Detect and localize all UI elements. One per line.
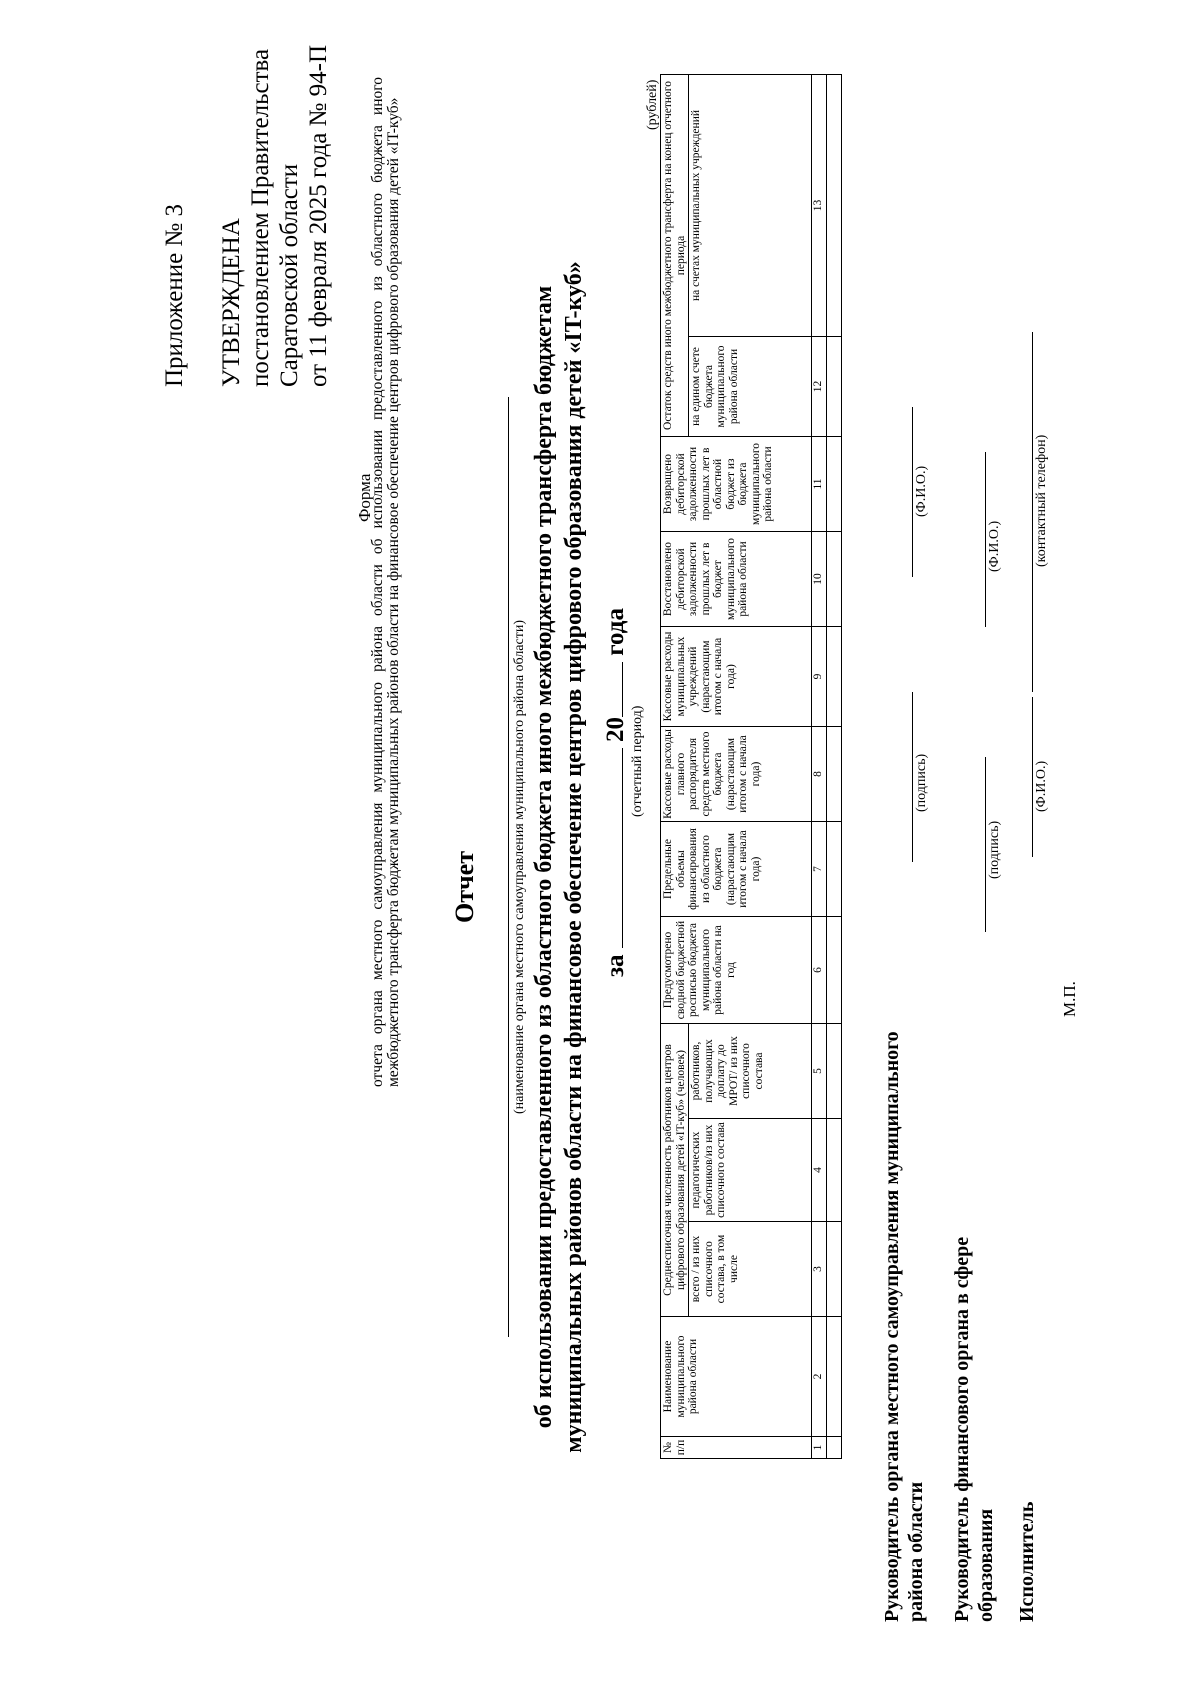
period-suffix: года bbox=[602, 608, 629, 656]
form-description: отчета органа местного самоуправления муниципального района области об использовании предоставленного из областного бюджета иного межбюджетного трансферта бюджетам муниципальных районов области на финансовое обеспечение центров цифрового образования детей «IT-куб» bbox=[369, 77, 402, 1087]
col-num: 7 bbox=[812, 822, 827, 917]
executor-phone-line bbox=[1032, 332, 1033, 692]
col-num: 9 bbox=[812, 627, 827, 727]
approval-line-2: Саратовской области bbox=[276, 163, 303, 387]
head-finance-fio-caption: (Ф.И.О.) bbox=[987, 520, 1002, 572]
period-prefix: за bbox=[602, 954, 629, 977]
period-year-blank bbox=[600, 662, 623, 717]
header-cash-inst: Кассовые расходы муниципальных учреждений (нарастающим итогом с начала года) bbox=[661, 627, 812, 727]
head-local-fio-line bbox=[912, 407, 913, 577]
period-year-prefix: 20 bbox=[602, 716, 629, 742]
stamp-label: М.П. bbox=[1060, 981, 1079, 1017]
org-name-line bbox=[508, 397, 509, 1337]
header-cash-main: Кассовые расходы главного распорядителя средств местного бюджета (нарастающим итогом с начала года) bbox=[661, 727, 812, 822]
head-finance-signature-line bbox=[985, 757, 986, 932]
col-num: 2 bbox=[812, 1317, 827, 1437]
col-num: 13 bbox=[812, 75, 827, 337]
executor-fio-line bbox=[1032, 697, 1033, 857]
col-num: 4 bbox=[812, 1119, 827, 1222]
header-headcount-total: всего / из них списочного состава, в том числе bbox=[689, 1222, 812, 1317]
head-finance-label: Руководитель финансового органа в сфере образования bbox=[951, 1236, 997, 1622]
col-num: 11 bbox=[812, 437, 827, 532]
header-returned: Возвращено дебиторской задолженности прошлых лет в областной бюджет из бюджета муниципального района области bbox=[661, 437, 812, 532]
head-local-signature-line bbox=[912, 692, 913, 862]
col-num: 12 bbox=[812, 337, 827, 437]
col-num: 8 bbox=[812, 727, 827, 822]
report-subtitle-line-2: муниципальных районов области на финансовое обеспечение центров цифрового образования детей «IT-куб» bbox=[561, 261, 587, 1453]
col-num: 6 bbox=[812, 917, 827, 1024]
executor-fio-caption: (Ф.И.О.) bbox=[1034, 760, 1049, 812]
appendix-number: Приложение № 3 bbox=[161, 203, 188, 387]
head-local-fio-caption: (Ф.И.О.) bbox=[914, 465, 929, 517]
executor-phone-caption: (контактный телефон) bbox=[1034, 434, 1049, 567]
report-title: Отчет bbox=[450, 851, 479, 923]
head-local-label: Руководитель органа местного самоуправления муниципального района области bbox=[881, 1031, 927, 1622]
header-limits: Предельные объемы финансирования из областного бюджета (нарастающим итогом с начала года) bbox=[661, 822, 812, 917]
approval-line-1: постановлением Правительства bbox=[247, 48, 274, 387]
header-balance-group: Остаток средств иного межбюджетного трансферта на конец отчетного периода bbox=[661, 75, 689, 437]
header-district: Наименование муниципального района области bbox=[661, 1317, 812, 1437]
period-caption: (отчетный период) bbox=[630, 705, 645, 817]
report-table bbox=[660, 74, 842, 1459]
header-headcount-group: Среднесписочная численность работников центров цифрового образования детей «IT-куб» (человек) bbox=[661, 1024, 689, 1317]
header-headcount-mrot: работников, получающих доплату до МРОТ/ из них списочного состава bbox=[689, 1024, 812, 1119]
table-header-row-1 bbox=[661, 75, 689, 1459]
head-local-signature-caption: (подпись) bbox=[914, 753, 929, 812]
header-planned: Предусмотрено сводной бюджетной росписью бюджета муниципального района области на год bbox=[661, 917, 812, 1024]
col-num: 3 bbox=[812, 1222, 827, 1317]
org-caption: (наименование органа местного самоуправления муниципального района области) bbox=[512, 619, 527, 1115]
approval-block bbox=[160, 7, 333, 387]
column-numbers-row bbox=[812, 75, 827, 1459]
unit-label: (рублей) bbox=[645, 79, 660, 130]
col-num: 10 bbox=[812, 532, 827, 627]
header-restored: Восстановлено дебиторской задолженности прошлых лет в бюджет муниципального района области bbox=[661, 532, 812, 627]
col-num: 1 bbox=[812, 1437, 827, 1459]
approval-line-3: от 11 февраля 2025 года № 94-П bbox=[305, 44, 332, 387]
header-headcount-teachers: педагогических работников/из них списочного состава bbox=[689, 1119, 812, 1222]
header-balance-single: на едином счете бюджета муниципального района области bbox=[689, 337, 812, 437]
approved-label: УТВЕРЖДЕНА bbox=[218, 218, 245, 387]
header-num: № п/п bbox=[661, 1437, 812, 1459]
table-row-empty bbox=[827, 75, 842, 1459]
header-balance-inst: на счетах муниципальных учреждений bbox=[689, 75, 812, 337]
form-label: Форма bbox=[355, 473, 374, 522]
period-blank bbox=[600, 748, 623, 948]
period-row bbox=[600, 608, 630, 977]
head-finance-fio-line bbox=[985, 452, 986, 627]
report-subtitle-line-1: об использовании предоставленного из областного бюджета иного межбюджетного трансферта бюджетам bbox=[531, 285, 557, 1429]
head-finance-signature-caption: (подпись) bbox=[987, 820, 1002, 879]
executor-label: Исполнитель bbox=[1016, 1501, 1038, 1622]
col-num: 5 bbox=[812, 1024, 827, 1119]
